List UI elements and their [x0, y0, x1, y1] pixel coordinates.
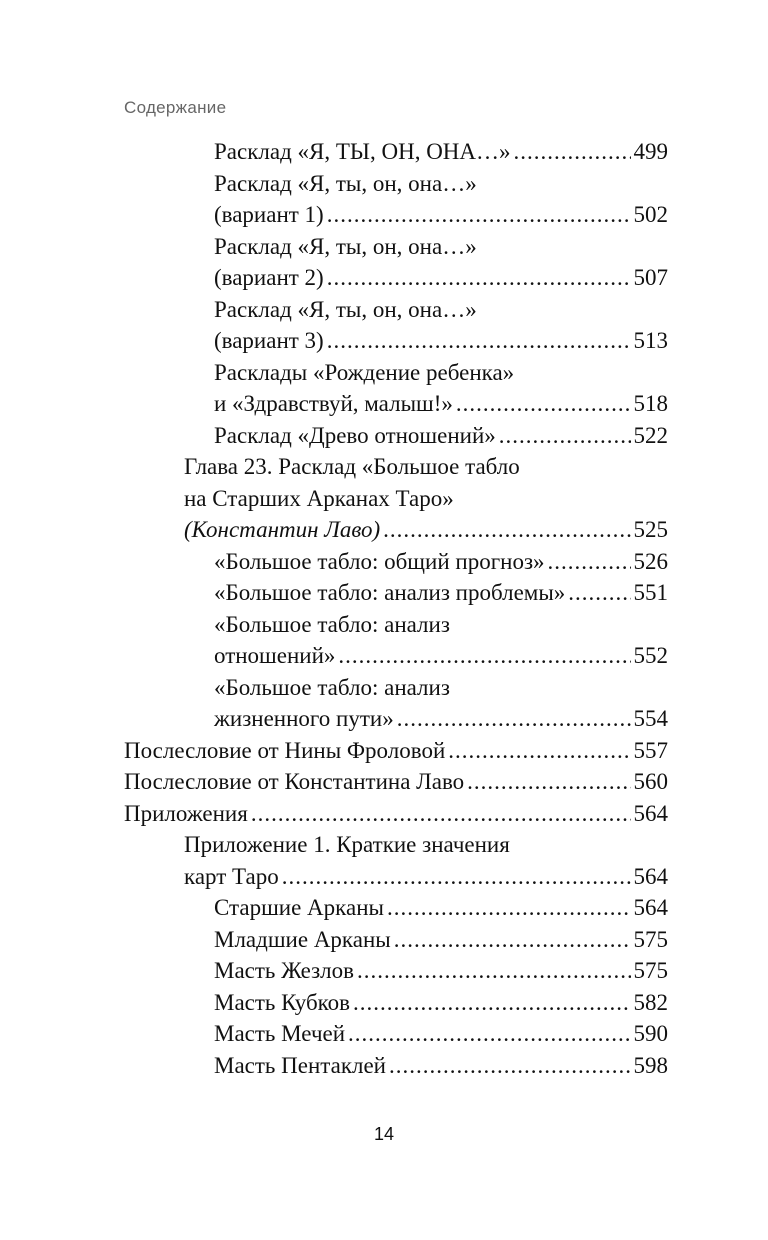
toc-entry-title-line: Приложение 1. Краткие значения	[184, 832, 510, 857]
toc-entry-title: Масть Пентаклей	[214, 1052, 386, 1078]
running-header: Содержание	[124, 98, 227, 117]
toc-entry-title-line: на Старших Арканах Таро»	[184, 485, 454, 511]
toc-entry-leader-line	[214, 892, 668, 924]
toc-entry-page-number: 513	[633, 328, 668, 353]
toc-entry	[0, 420, 668, 452]
toc-entry-leader-line	[214, 577, 668, 609]
toc-entry-page-number: 575	[633, 958, 668, 983]
toc-entry-leader-line	[214, 325, 668, 357]
dot-leader	[514, 136, 631, 168]
toc-entry-page-number: 564	[633, 895, 668, 920]
toc-entry-title: Расклад «Я, ТЫ, ОН, ОНА…»	[214, 139, 511, 164]
toc-entry-title: и «Здравствуй, малыш!»	[214, 391, 453, 416]
toc-entry-title: Послесловие от Константина Лаво	[124, 769, 465, 794]
toc-entry	[0, 892, 668, 924]
toc-entry-leader-line	[214, 640, 668, 672]
toc-entry-title: (вариант 1)	[214, 202, 324, 227]
toc-entry-page-number: 502	[633, 202, 668, 227]
toc-entry-title: Масть Кубков	[214, 989, 351, 1015]
toc-entry-page-number: 525	[633, 517, 668, 542]
toc-entry	[0, 577, 668, 609]
table-of-contents	[0, 136, 768, 1081]
dot-leader	[327, 325, 631, 357]
toc-entry-page-number: 564	[633, 800, 668, 826]
toc-entry-title-line: Глава 23. Расклад «Большое табло	[184, 454, 520, 479]
dot-leader	[353, 987, 630, 1019]
toc-entry	[0, 735, 668, 767]
toc-entry	[0, 924, 668, 956]
toc-entry-page-number: 499	[633, 139, 668, 164]
toc-entry-page-number: 551	[633, 580, 668, 605]
toc-entry-leader-line	[214, 388, 668, 420]
toc-entry-page-number: 518	[633, 391, 668, 416]
toc-entry	[0, 294, 668, 357]
toc-entry	[0, 546, 668, 578]
toc-entry-leader-line	[124, 766, 668, 798]
toc-entry-leader-line	[184, 514, 668, 546]
toc-entry-title: (Константин Лаво)	[184, 517, 381, 542]
dot-leader	[467, 766, 630, 798]
toc-entry-page-number: 590	[633, 1021, 668, 1046]
toc-entry-leader-line	[124, 798, 668, 830]
toc-entry-page-number: 560	[633, 769, 668, 794]
dot-leader	[383, 514, 630, 546]
page-number: 14	[373, 1124, 395, 1144]
toc-entry-page-number: 522	[633, 422, 668, 448]
toc-entry-leader-line	[214, 955, 668, 987]
toc-entry-page-number: 507	[633, 265, 668, 290]
toc-entry-title: жизненного пути»	[214, 706, 394, 731]
toc-entry-leader-line	[124, 735, 668, 767]
toc-entry-page-number: 557	[633, 737, 668, 763]
toc-entry-title-line: «Большое табло: анализ	[214, 674, 450, 700]
toc-entry	[0, 451, 668, 546]
toc-entry-title: (вариант 2)	[214, 265, 324, 290]
toc-entry-page-number: 564	[633, 863, 668, 889]
dot-leader	[357, 955, 630, 987]
toc-entry	[0, 609, 668, 672]
dot-leader	[387, 892, 631, 924]
toc-entry-leader-line	[214, 1018, 668, 1050]
toc-entry-page-number: 575	[633, 926, 668, 952]
toc-entry	[0, 136, 668, 168]
dot-leader	[548, 546, 631, 578]
toc-entry-page-number: 526	[633, 548, 668, 574]
toc-entry-page-number: 582	[633, 989, 668, 1015]
toc-entry-leader-line	[214, 703, 668, 735]
toc-entry-title: «Большое табло: общий прогноз»	[214, 548, 545, 574]
toc-entry	[0, 672, 668, 735]
toc-entry-leader-line	[214, 262, 668, 294]
dot-leader	[394, 924, 631, 956]
toc-entry-page-number: 552	[633, 643, 668, 668]
toc-entry-title-line: Расклады «Рождение ребенка»	[214, 359, 515, 385]
toc-entry-page-number: 554	[633, 706, 668, 731]
dot-leader	[448, 735, 630, 767]
toc-entry-leader-line	[214, 987, 668, 1019]
toc-entry	[0, 829, 668, 892]
toc-entry-title: Расклад «Древо отношений»	[214, 422, 496, 448]
toc-entry-title: (вариант 3)	[214, 328, 324, 353]
toc-entry-title: карт Таро	[184, 863, 279, 889]
toc-entry-leader-line	[214, 924, 668, 956]
toc-entry-page-number: 598	[633, 1052, 668, 1078]
dot-leader	[327, 199, 631, 231]
toc-entry-title-line: Расклад «Я, ты, он, она…»	[214, 170, 477, 196]
toc-entry-leader-line	[214, 420, 668, 452]
toc-entry	[0, 168, 668, 231]
dot-leader	[397, 703, 631, 735]
toc-entry-title: Старшие Арканы	[214, 895, 384, 920]
toc-entry-title-line: Расклад «Я, ты, он, она…»	[214, 233, 477, 259]
toc-entry-leader-line	[214, 199, 668, 231]
toc-entry-title: Масть Мечей	[214, 1021, 346, 1046]
toc-entry	[0, 1018, 668, 1050]
dot-leader	[282, 861, 631, 893]
toc-entry	[0, 1050, 668, 1082]
toc-entry	[0, 798, 668, 830]
dot-leader	[327, 262, 631, 294]
toc-entry-leader-line	[214, 1050, 668, 1082]
dot-leader	[348, 1018, 630, 1050]
toc-entry-title: Приложения	[124, 800, 248, 826]
dot-leader	[338, 640, 630, 672]
dot-leader	[251, 798, 631, 830]
toc-entry-title-line: «Большое табло: анализ	[214, 611, 450, 637]
toc-entry	[0, 987, 668, 1019]
toc-entry	[0, 231, 668, 294]
toc-entry	[0, 766, 668, 798]
toc-entry-title: Масть Жезлов	[214, 958, 355, 983]
toc-entry-title-line: Расклад «Я, ты, он, она…»	[214, 296, 477, 322]
toc-entry	[0, 357, 668, 420]
toc-entry-title: «Большое табло: анализ проблемы»	[214, 580, 566, 605]
toc-entry-leader-line	[184, 861, 668, 893]
toc-entry-leader-line	[214, 546, 668, 578]
dot-leader	[568, 577, 630, 609]
toc-entry-title: Послесловие от Нины Фроловой	[124, 737, 446, 763]
dot-leader	[499, 420, 631, 452]
toc-entry-title: отношений»	[214, 643, 336, 668]
toc-entry-leader-line	[214, 136, 668, 168]
dot-leader	[389, 1050, 631, 1082]
toc-entry-title: Младшие Арканы	[214, 926, 391, 952]
dot-leader	[456, 388, 631, 420]
toc-entry	[0, 955, 668, 987]
